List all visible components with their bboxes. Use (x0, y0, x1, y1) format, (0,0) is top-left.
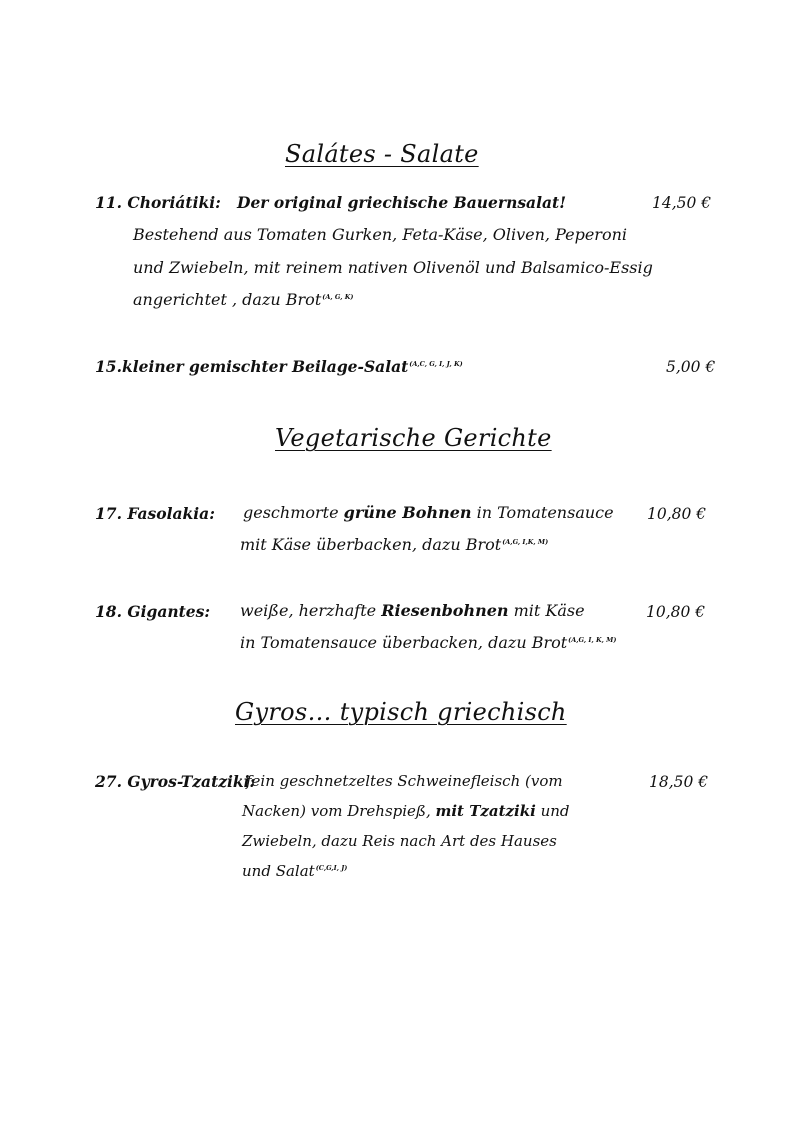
item-title: 27. Gyros-Tzatziki: (95, 772, 256, 791)
item-title: 11. Choriátiki: (95, 193, 221, 212)
item-description-line (240, 633, 616, 652)
item-title: 15.kleiner gemischter Beilage-Salat (95, 357, 409, 376)
item-description-line: Zwiebeln, dazu Reis nach Art des Hauses (242, 832, 557, 850)
item-description-text: weiße, herzhafte (240, 601, 382, 620)
allergen-codes: (A,C, G, I, J, K) (409, 360, 463, 369)
item-description-text: angerichtet , dazu Brot (133, 290, 322, 309)
item-description-text: mit Käse überbacken, dazu Brot (240, 535, 502, 554)
item-highlight: mit Tzatziki (435, 802, 536, 820)
item-description-line: und Zwiebeln, mit reinem nativen Olivenöl und Balsamico-Essig (133, 258, 653, 277)
item-title-line (95, 357, 463, 376)
allergen-codes: (A, G, K) (322, 293, 354, 302)
item-description-line: Bestehend aus Tomaten Gurken, Feta-Käse, Oliven, Peperoni (133, 225, 627, 244)
item-highlight: grüne Bohnen (343, 503, 472, 522)
item-description-text: geschmorte (243, 503, 344, 522)
item-description-text: in Tomatensauce (471, 503, 614, 522)
item-price: 10,80 € (647, 505, 707, 523)
item-price: 5,00 € (666, 358, 716, 376)
item-price: 14,50 € (652, 194, 712, 212)
section-heading-gyros: Gyros… typisch griechisch (235, 698, 567, 726)
item-description-line: fein geschnetzeltes Schweinefleisch (vom (246, 772, 563, 790)
item-description-text: und Salat (242, 862, 315, 880)
allergen-codes: (C,G,I, J) (315, 864, 348, 873)
section-heading-salads: Salátes - Salate (285, 140, 479, 168)
item-description-line (240, 535, 548, 554)
item-price: 10,80 € (646, 603, 706, 621)
item-description-line (240, 601, 585, 620)
item-price: 18,50 € (649, 773, 709, 791)
item-description-line (242, 862, 347, 880)
item-highlight: Riesenbohnen (381, 601, 509, 620)
section-heading-vegetarian: Vegetarische Gerichte (275, 424, 552, 452)
item-description-line (133, 290, 353, 309)
item-description-line (242, 802, 570, 820)
item-description-line (243, 503, 614, 522)
item-subtitle: Der original griechische Bauernsalat! (237, 193, 566, 212)
allergen-codes: (A,G, I,K, M) (502, 538, 549, 547)
allergen-codes: (A,G, I, K, M) (568, 636, 617, 645)
item-description-text: und (535, 802, 570, 820)
item-title: 17. Fasolakia: (95, 504, 215, 523)
item-title: 18. Gigantes: (95, 602, 211, 621)
item-description-text: mit Käse (508, 601, 585, 620)
item-description-text: in Tomatensauce überbacken, dazu Brot (240, 633, 568, 652)
item-description-text: Nacken) vom Drehspieß, (242, 802, 436, 820)
